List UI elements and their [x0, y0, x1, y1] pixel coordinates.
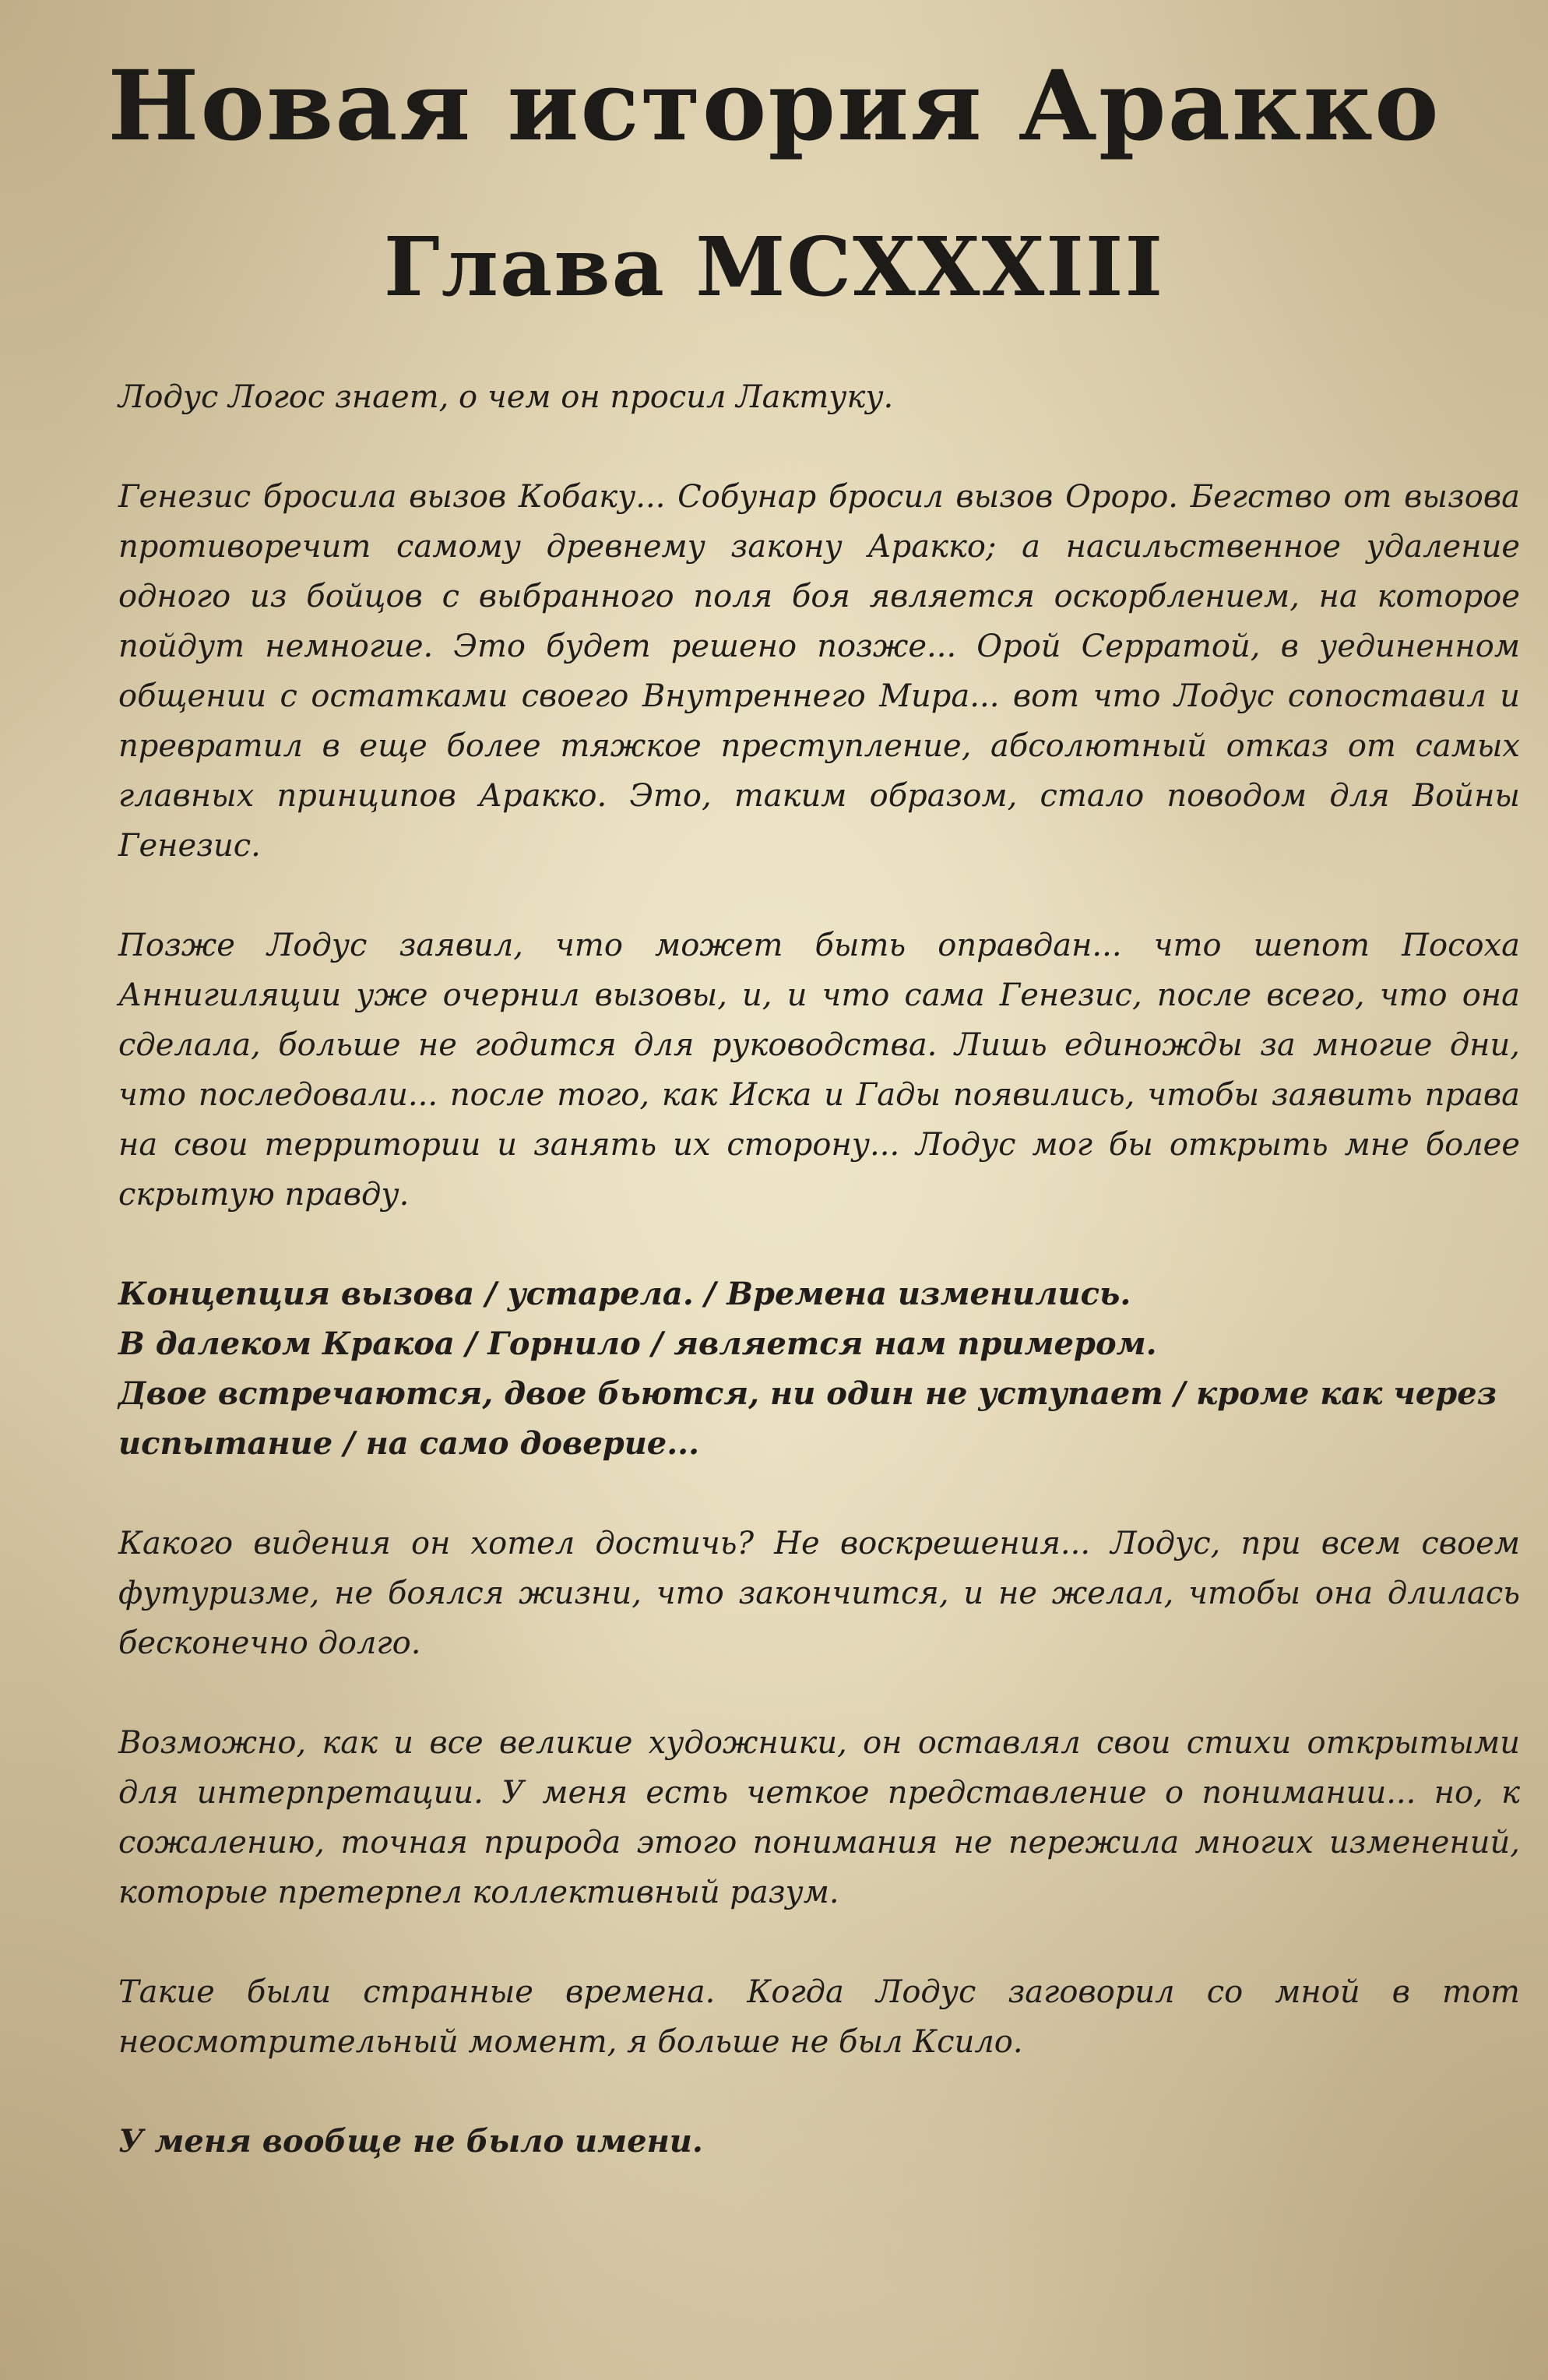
poem-line-3: Двое встречаются, двое бьются, ни один не уступает / кроме как через испытание / на само доверие...	[118, 1375, 1497, 1462]
body-text	[118, 372, 1520, 2216]
paragraph-2: Генезис бросила вызов Кобаку... Собунар бросил вызов Ороро. Бегство от вызова противоречит самому древнему закону Аракко; а насильственное удаление одного из бойцов с выбранного поля боя является оскорблением, на которое пойдут немногие. Это будет решено позже... Орой Серратой, в уединенном общении с остатками своего Внутреннего Мира... вот что Лодус сопоставил и превратил в еще более тяжкое преступление, абсолютный отказ от самых главных принципов Аракко. Это, таким образом, стало поводом для Войны Генезис.	[118, 479, 1520, 864]
page-title: Новая история Аракко	[107, 50, 1441, 163]
paragraph-6: Такие были странные времена. Когда Лодус заговорил со мной в тот неосмотрительный момент, я больше не был Ксило.	[118, 1974, 1520, 2060]
paragraph-5: Возможно, как и все великие художники, он оставлял свои стихи открытыми для интерпретации. У меня есть четкое представление о понимании... но, к сожалению, точная природа этого понимания не пережила многих изменений, которые претерпел коллективный разум.	[118, 1725, 1520, 1910]
paragraph-1: Лодус Логос знает, о чем он просил Лактуку.	[118, 379, 894, 415]
poem-line-2: В далеком Кракоа / Горнило / является нам примером.	[118, 1326, 1157, 1362]
paragraph-3: Позже Лодус заявил, что может быть оправдан... что шепот Посоха Аннигиляции уже очернил вызовы, и, и что сама Генезис, после всего, что она сделала, больше не годится для руководства. Лишь единожды за многие дни, что последовали... после того, как Иска и Гады появились, чтобы заявить права на свои территории и занять их сторону... Лодус мог бы открыть мне более скрытую правду.	[118, 928, 1520, 1213]
poem-block	[118, 1269, 1520, 1469]
closing-line: У меня вообще не было имени.	[118, 2123, 703, 2160]
poem-line-1: Концепция вызова / устарела. / Времена изменились.	[118, 1276, 1131, 1312]
paragraph-4: Какого видения он хотел достичь? Не воскрешения... Лодус, при всем своем футуризме, не боялся жизни, что закончится, и не желал, чтобы она длилась бесконечно долго.	[118, 1526, 1520, 1661]
chapter-heading: Глава MCXXXIII	[383, 219, 1165, 315]
